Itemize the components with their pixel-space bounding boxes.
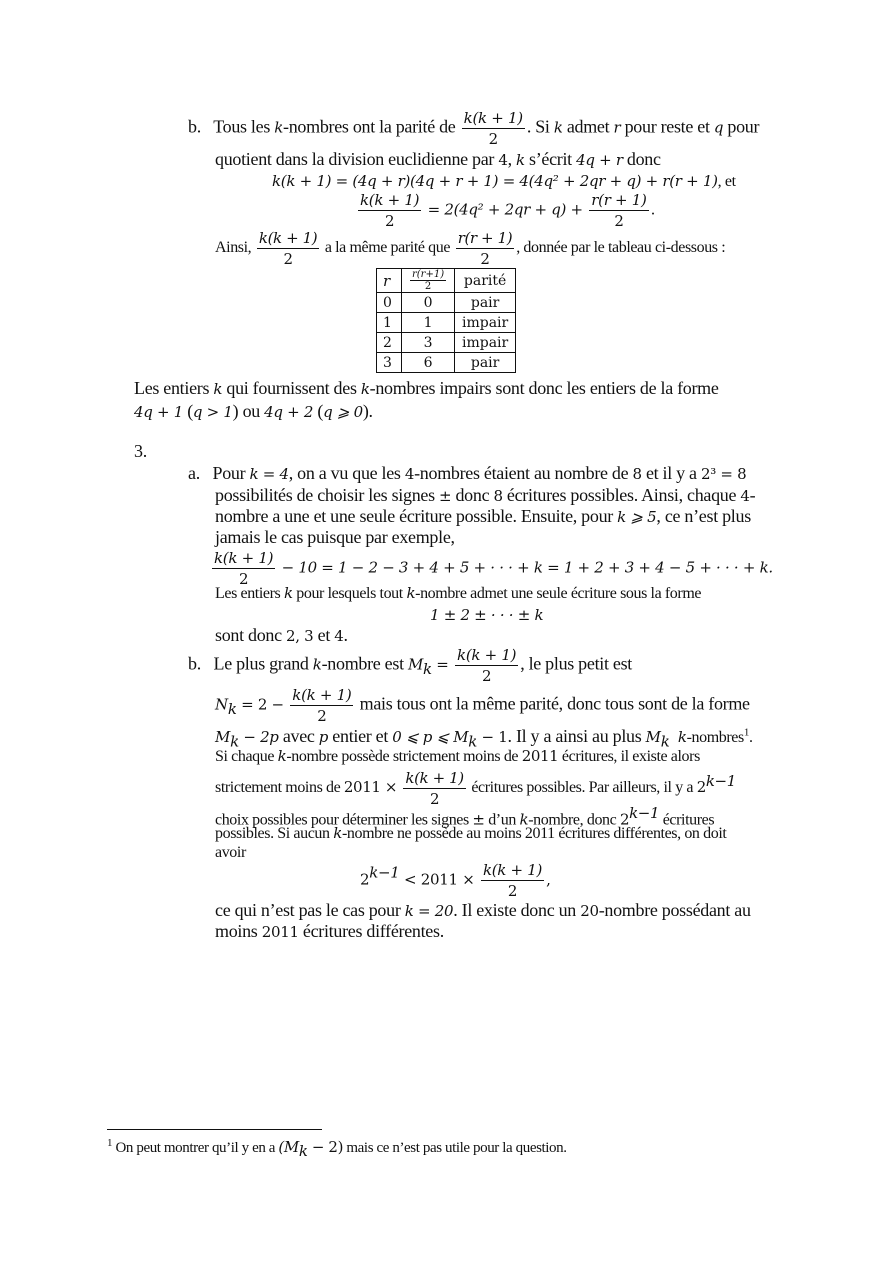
line-3a-2: possibilités de choisir les signes ± donc 8 écritures possibles. Ainsi, chaque 4- xyxy=(215,485,756,505)
fraction: $\frac{k(k + 1)}{2}$ xyxy=(457,646,517,685)
fraction: $\frac{k(k + 1)}{2}$ xyxy=(258,229,318,268)
section-marker-3: 3. xyxy=(134,441,147,461)
conclusion-line-2: 4q + 1 (q > 1) ou 4q + 2 (q ⩾ 0). xyxy=(134,401,373,421)
fraction: $\frac{k(k + 1)}{2}$ xyxy=(405,769,464,808)
footnote-mark: 1 xyxy=(107,1137,113,1149)
table-row: 3 6 pair xyxy=(377,353,516,373)
line-3b-2: $N_k = 2$ − $\frac{k(k + 1)}{2}$ mais tous ont la même parité, donc tous sont de la forme xyxy=(215,686,750,725)
fraction: $\frac{k(k + 1)}{2}$ xyxy=(463,109,523,148)
line-3b-7: possibles. Si aucun k-nombre ne possède au moins 2011 écritures différentes, on doit xyxy=(215,824,727,842)
line-3a-3: nombre a une et une seule écriture possible. Ensuite, pour k ⩾ 5, ce n’est plus xyxy=(215,506,751,526)
item-marker: b. xyxy=(188,653,201,674)
table-header-row: r $\frac{r(r+1)}{2}$ parité xyxy=(377,269,516,293)
line-3b-1: b. Le plus grand k-nombre est $M_k$ = $\frac{k(k + 1)}{2}$ , le plus petit est xyxy=(188,646,632,685)
equation-5: $2^{k-1} < 2011$ × $\frac{k(k + 1)}{2}$ , xyxy=(360,861,551,900)
line-3b-11: moins 2011 écritures différentes. xyxy=(215,921,444,941)
fraction: $\frac{r(r+1)}{2}$ xyxy=(412,269,445,292)
equation-2: $\frac{k(k + 1)}{2}$ = 2(4q² + 2qr + q) + $\frac{r(r + 1)}{2}$ . xyxy=(360,191,656,230)
equation-1: k(k + 1) = (4q + r)(4q + r + 1) = 4(4q² + 2qr + q) + r(r + 1), et xyxy=(272,172,736,190)
fraction: $\frac{k(k + 1)}{2}$ xyxy=(482,861,543,900)
line-3a-6: Les entiers k pour lesquels tout k-nombre admet une seule écriture sous la forme xyxy=(215,584,702,602)
line-3b-5: strictement moins de 2011 × $\frac{k(k + 1)}{2}$ écritures possibles. Par ailleurs, il y a $2^{k-1}$ xyxy=(215,769,736,808)
line-3b-4: Si chaque k-nombre possède strictement moins de 2011 écritures, il existe alors xyxy=(215,747,700,765)
table-row: 0 0 pair xyxy=(377,293,516,313)
line-3a-1: a. Pour k = 4, on a vu que les 4-nombres étaient au nombre de 8 et il y a 2³ = 8 xyxy=(188,463,747,483)
line-3a-4: jamais le cas puisque par exemple, xyxy=(215,527,455,547)
item-marker: b. xyxy=(188,116,201,137)
equation-3: $\frac{k(k + 1)}{2}$ − 10 = 1 − 2 − 3 + 4 + 5 + · · · + k = 1 + 2 + 3 + 4 − 5 + · · · + k. xyxy=(214,549,773,588)
footnote-ref[interactable]: 1 xyxy=(743,726,749,739)
fraction: $\frac{k(k + 1)}{2}$ xyxy=(292,686,352,725)
equation-4: 1 ± 2 ± · · · ± k xyxy=(430,606,544,624)
table-row: 2 3 impair xyxy=(377,333,516,353)
footnote-rule xyxy=(107,1129,322,1130)
line-3a-8: sont donc 2, 3 et 4. xyxy=(215,625,348,645)
line-3b-10: ce qui n’est pas le cas pour k = 20. Il existe donc un 20-nombre possédant au xyxy=(215,900,751,920)
fraction: $\frac{k(k + 1)}{2}$ xyxy=(214,549,274,588)
line-3b-3: $M_k - 2p$ avec p entier et 0 ⩽ p ⩽ $M_k - 1$. Il y a ainsi au plus $M_k$ k-nombres$^1$. xyxy=(215,726,753,751)
fraction: $\frac{r(r + 1)}{2}$ xyxy=(591,191,647,230)
line-3b-8: avoir xyxy=(215,844,246,861)
ainsi-line: Ainsi, $\frac{k(k + 1)}{2}$ a la même parité que $\frac{r(r + 1)}{2}$ , donnée par le tableau ci-dessous : xyxy=(215,229,726,268)
line-2b-1: b. Tous les k-nombres ont la parité de $\frac{k(k + 1)}{2}$ . Si k admet r pour reste et q pour xyxy=(188,109,760,148)
footnote: $^1$ On peut montrer qu’il y en a $(M_k - 2)$ mais ce n’est pas utile pour la question. xyxy=(107,1137,567,1160)
item-marker: a. xyxy=(188,463,200,483)
line-3b-6: choix possibles pour déterminer les signes ± d’un k-nombre, donc $2^{k-1}$ écritures xyxy=(215,804,715,829)
fraction: $\frac{k(k + 1)}{2}$ xyxy=(360,191,420,230)
table-row: 1 1 impair xyxy=(377,313,516,333)
parity-table xyxy=(376,268,516,373)
line-2b-2: quotient dans la division euclidienne par 4, k s’écrit 4q + r donc xyxy=(215,149,661,169)
conclusion-line-1: Les entiers k qui fournissent des k-nombres impairs sont donc les entiers de la forme xyxy=(134,378,719,398)
fraction: $\frac{r(r + 1)}{2}$ xyxy=(457,229,513,268)
